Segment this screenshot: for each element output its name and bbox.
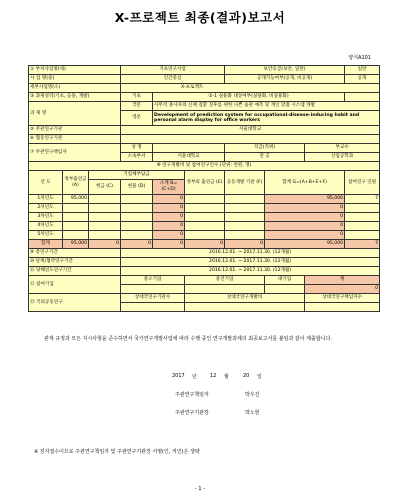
year-row: [29, 204, 380, 213]
people-value: 7: [345, 195, 380, 204]
inkind-value: [121, 195, 153, 204]
nature-value: 기초: [121, 93, 153, 102]
year-period-label: ⑪ 당해연도연구기간: [29, 267, 121, 276]
name-label: 성 명: [121, 144, 153, 153]
joint-pis-value: [305, 303, 380, 312]
date-year: 2017: [172, 373, 185, 379]
other-gov-header: 정부외 출연금 (E): [185, 171, 225, 195]
people-header: 참여연구 인원: [345, 171, 380, 195]
sum-other-gov: 0: [185, 240, 225, 249]
subtotal-header: 소계 B=(C+D): [153, 180, 185, 195]
security-value: 일반: [345, 66, 380, 75]
joint-dev-value: [225, 222, 265, 231]
cost-col-header-1: [29, 171, 380, 180]
coop-org-row: [29, 135, 380, 144]
total-value: 0: [265, 213, 345, 222]
inkind-header: 현물 (D): [121, 180, 153, 195]
nature-label: ③ 과제성격(기초, 응용, 개발): [29, 93, 121, 102]
year-row: [29, 213, 380, 222]
sum-cash: 0: [89, 240, 121, 249]
ministry-value: 기초연구사업: [121, 66, 225, 75]
cash-header: 현금 (C): [89, 180, 121, 195]
page-title: X-프로젝트 최종(결과)보고서: [114, 10, 286, 25]
subprogram-row: [29, 84, 380, 93]
inkind-value: [121, 222, 153, 231]
total-header: 합계 G=(A+B+E+F): [265, 171, 345, 195]
cash-value: [89, 195, 121, 204]
year-label: 1차년도: [29, 195, 63, 204]
year-label: 2차년도: [29, 204, 63, 213]
gov-value: [63, 204, 89, 213]
program-label: 사 업 명(중): [29, 75, 121, 84]
cash-value: [89, 222, 121, 231]
year-label: 4차년도: [29, 222, 63, 231]
joint-col-orgs: 상대국연구기관수: [121, 294, 185, 303]
other-gov-value: [185, 231, 225, 240]
subprogram-value: X-프로젝트: [121, 84, 380, 93]
dept-value: 서울대학교: [153, 153, 225, 162]
sum-people: 7: [345, 240, 380, 249]
other-gov-value: [185, 195, 225, 204]
cash-value: [89, 204, 121, 213]
partner-label: ⑫ 참여기업: [29, 276, 121, 294]
partner-col-sme: 중소기업: [121, 276, 185, 285]
ministry-row: [29, 66, 380, 75]
total-value: 0: [265, 204, 345, 213]
year-header: 년 도: [29, 171, 63, 195]
year-label: 5차년도: [29, 231, 63, 240]
english-title: Development of prediction system for occupational-disease-inducing habit and personal alarm display for office workers: [153, 111, 380, 126]
major-value: 산업공학과: [305, 153, 380, 162]
partner-header-row: [29, 276, 380, 285]
other-gov-value: [185, 204, 225, 213]
commercial-value: [345, 93, 380, 102]
submission-statement: 관계 규정과 모든 지시사항을 준수하면서 국가연구개발사업에 따라 수행 중인 연구개발과제의 최종보고서를 붙임과 같이 제출합니다.: [44, 336, 332, 342]
joint-dev-value: [225, 231, 265, 240]
commercial-label: ②-1 실용화 대상여부(실용화, 비실용화): [153, 93, 345, 102]
total-value: 95,000: [265, 195, 345, 204]
lead-org-row: [29, 126, 380, 135]
subtotal-value: 0: [153, 222, 185, 231]
joint-orgs-value: [121, 303, 185, 312]
total-value: 0: [265, 222, 345, 231]
name-value: [153, 144, 225, 153]
inkind-value: [121, 213, 153, 222]
sum-label: 합계: [29, 240, 63, 249]
report-form-table: [28, 65, 380, 312]
subprogram-label: 세부사업명(소): [29, 84, 121, 93]
year-row: [29, 222, 380, 231]
task-title-label: 과 제 명: [29, 102, 121, 126]
sum-inkind: 0: [121, 240, 153, 249]
year-period-value: 2016.12.01. ~ 2017.11.30. (12개월): [121, 267, 380, 276]
date-month-unit: 월: [224, 374, 229, 380]
gov-header: 정부출연금 (A): [63, 171, 89, 195]
corp-header: 기업체부담금: [89, 171, 185, 180]
sum-total: 95,000: [265, 240, 345, 249]
partner-large-value: [265, 285, 305, 294]
inkind-value: [121, 231, 153, 240]
people-value: [345, 213, 380, 222]
year-label: 3차년도: [29, 213, 63, 222]
phase-period-value: 2016.12.01. ~ 2017.11.30. (12개월): [121, 258, 380, 267]
disclosure-label: 공개가능여부(공개, 비공개): [225, 75, 345, 84]
pi-name-row: [29, 144, 380, 153]
partner-total-value: 0: [305, 285, 380, 294]
subtotal-value: 0: [153, 231, 185, 240]
year-row: [29, 195, 380, 204]
dept-label: 소속부서: [121, 153, 153, 162]
position-value: 부교수: [305, 144, 380, 153]
joint-dev-value: [225, 204, 265, 213]
total-period-value: 2016.12.01. ~ 2017.11.30. (12개월): [121, 249, 380, 258]
date-day: 20: [243, 373, 250, 379]
partner-sme-value: [121, 285, 185, 294]
signature-role-1: 주관연구책임자: [175, 392, 209, 398]
total-period-label: ⑨ 총연구기간: [29, 249, 121, 258]
signature-role-2: 주관연구기관장: [175, 410, 209, 416]
coop-org-value: [121, 135, 380, 144]
korean-title: 사무직 종사자의 신체 질환 징후를 위한 나쁜 습관 예측 및 개인 맞춤 시스템 개발: [153, 102, 380, 111]
sum-subtotal: 0: [153, 240, 185, 249]
gov-value: 95,000: [63, 195, 89, 204]
people-value: [345, 204, 380, 213]
gov-value: [63, 231, 89, 240]
disclosure-value: 공개: [345, 75, 380, 84]
partner-col-total: 계: [305, 276, 380, 285]
footnote: ※ 전자접수이므로 주관연구책임자 및 주관연구기관장 서명(인, 직인)은 생략: [34, 449, 200, 455]
partner-col-large: 대기업: [265, 276, 305, 285]
major-label: 전 공: [225, 153, 305, 162]
program-row: [29, 75, 380, 84]
inkind-value: [121, 204, 153, 213]
lead-org-label: ⑤ 주관연구기관: [29, 126, 121, 135]
sum-row: [29, 240, 380, 249]
pi-label: ⑦ 주관연구책임자: [29, 144, 121, 162]
gov-value: [63, 213, 89, 222]
nature-row: [29, 93, 380, 102]
cost-header: ⑧ 연구개발비 및 참여연구인수 (단위: 천원, 명): [29, 162, 380, 171]
ministry-label: ① 부처사업명(세): [29, 66, 121, 75]
form-id: 양식A101: [348, 55, 371, 61]
date-month: 12: [210, 373, 217, 379]
joint-label: ⑬ 국외공동연구: [29, 294, 121, 312]
position-label: 직급(직위): [225, 144, 305, 153]
joint-col-cost: 상대국연구개발비: [185, 294, 305, 303]
partner-mid-value: [185, 285, 265, 294]
lead-org-value: 서울대학교: [121, 126, 380, 135]
partner-col-mid: 중견기업: [185, 276, 265, 285]
sum-gov: 95,000: [63, 240, 89, 249]
gov-value: [63, 222, 89, 231]
people-value: [345, 222, 380, 231]
other-gov-value: [185, 222, 225, 231]
joint-col-pis: 상대국연구책임자수: [305, 294, 380, 303]
signature-name-2: 박노현: [245, 410, 260, 416]
cash-value: [89, 231, 121, 240]
joint-cost-value: [185, 303, 305, 312]
subtotal-value: 0: [153, 195, 185, 204]
joint-dev-header: 공동개발 기관 (F): [225, 171, 265, 195]
security-label: 보안등급(보안, 일반): [225, 66, 345, 75]
phase-period-row: [29, 258, 380, 267]
joint-header-row: [29, 294, 380, 303]
date-year-unit: 년: [192, 374, 197, 380]
signature-name-1: 박우진: [245, 392, 260, 398]
cash-value: [89, 213, 121, 222]
joint-dev-value: [225, 195, 265, 204]
cost-header-row: [29, 162, 380, 171]
total-period-row: [29, 249, 380, 258]
sum-joint-dev: 0: [225, 240, 265, 249]
phase-period-label: ⑩ 단계(협약연구기간: [29, 258, 121, 267]
coop-org-label: ⑥ 협동연구기관: [29, 135, 121, 144]
subtotal-value: 0: [153, 213, 185, 222]
year-row: [29, 231, 380, 240]
page-number: - 1 -: [195, 486, 205, 492]
korean-label: 국문: [121, 102, 153, 111]
subtotal-value: 0: [153, 204, 185, 213]
total-value: 0: [265, 231, 345, 240]
people-value: [345, 231, 380, 240]
program-value: 인간중심: [121, 75, 225, 84]
english-label: 영문: [121, 111, 153, 126]
year-period-row: [29, 267, 380, 276]
other-gov-value: [185, 213, 225, 222]
date-day-unit: 일: [257, 374, 262, 380]
title-korean-row: [29, 102, 380, 111]
joint-dev-value: [225, 213, 265, 222]
